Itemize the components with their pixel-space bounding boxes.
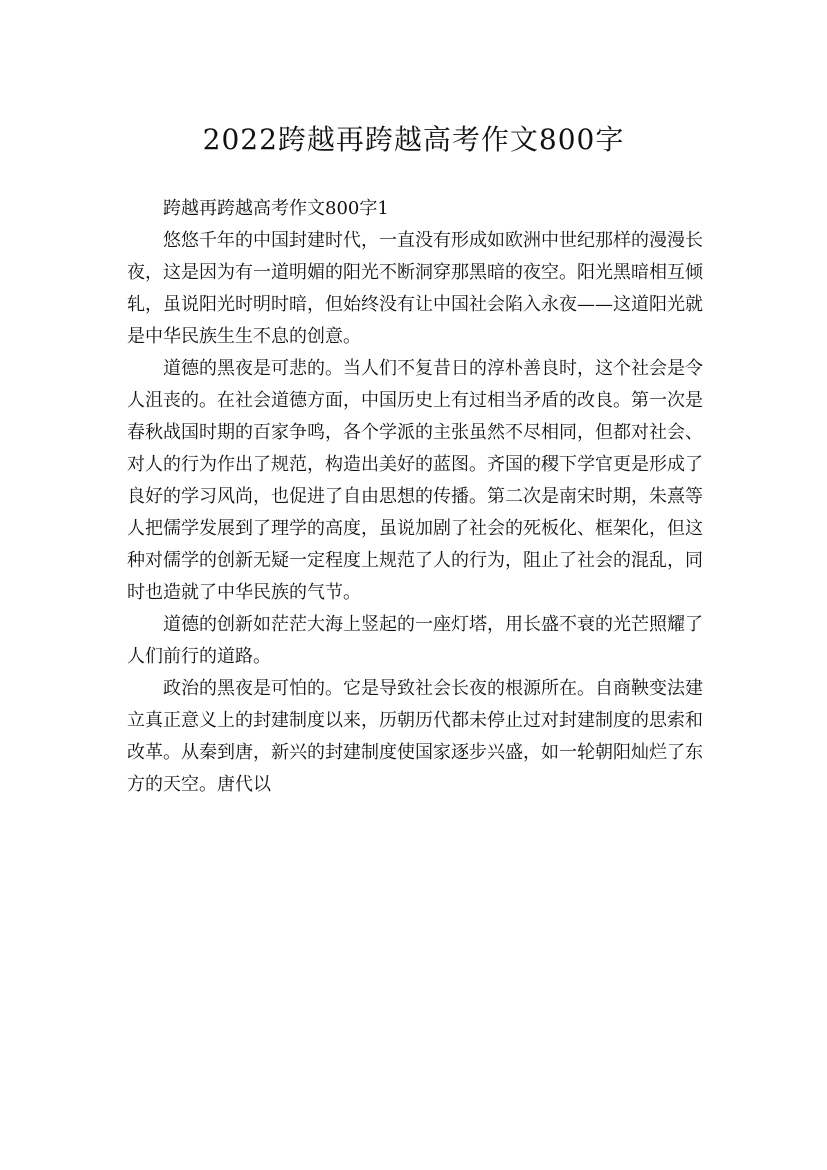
document-title: 2022跨越再跨越高考作文800字 [202, 122, 625, 156]
paragraph-moral-night: 道德的黑夜是可悲的。当人们不复昔日的淳朴善良时，这个社会是令人沮丧的。在社会道德方面，中国历史上有过相当矛盾的改良。第一次是春秋战国时期的百家争鸣，各个学派的主张虽然不尽相同，但都对社会、对人的行为作出了规范，构造出美好的蓝图。齐国的稷下学官更是形成了良好的学习风尚，也促进了自由思想的传播。第二次是南宋时期，朱熹等人把儒学发展到了理学的高度，虽说加剧了社会的死板化、框架化，但这种对儒学的创新无疑一定程度上规范了人的行为，阻止了社会的混乱，同时也造就了中华民族的气节。 [127, 358, 703, 603]
paragraph-intro: 悠悠千年的中国封建时代，一直没有形成如欧洲中世纪那样的漫漫长夜，这是因为有一道明媚的阳光不断洞穿那黑暗的夜空。阳光黑暗相互倾轧，虽说阳光时明时暗，但始终没有让中国社会陷入永夜——这道阳光就是中华民族生生不息的创意。 [127, 230, 703, 347]
document-body [127, 193, 703, 801]
paragraph-subtitle: 跨越再跨越高考作文800字1 [163, 198, 389, 219]
paragraph-moral-innovation: 道德的创新如茫茫大海上竖起的一座灯塔，用长盛不衰的光芒照耀了人们前行的道路。 [127, 614, 703, 667]
paragraph-political-night: 政治的黑夜是可怕的。它是导致社会长夜的根源所在。自商鞅变法建立真正意义上的封建制度以来，历朝历代都未停止过对封建制度的思索和改革。从秦到唐，新兴的封建制度使国家逐步兴盛，如一轮朝阳灿烂了东方的天空。唐代以 [127, 678, 703, 795]
